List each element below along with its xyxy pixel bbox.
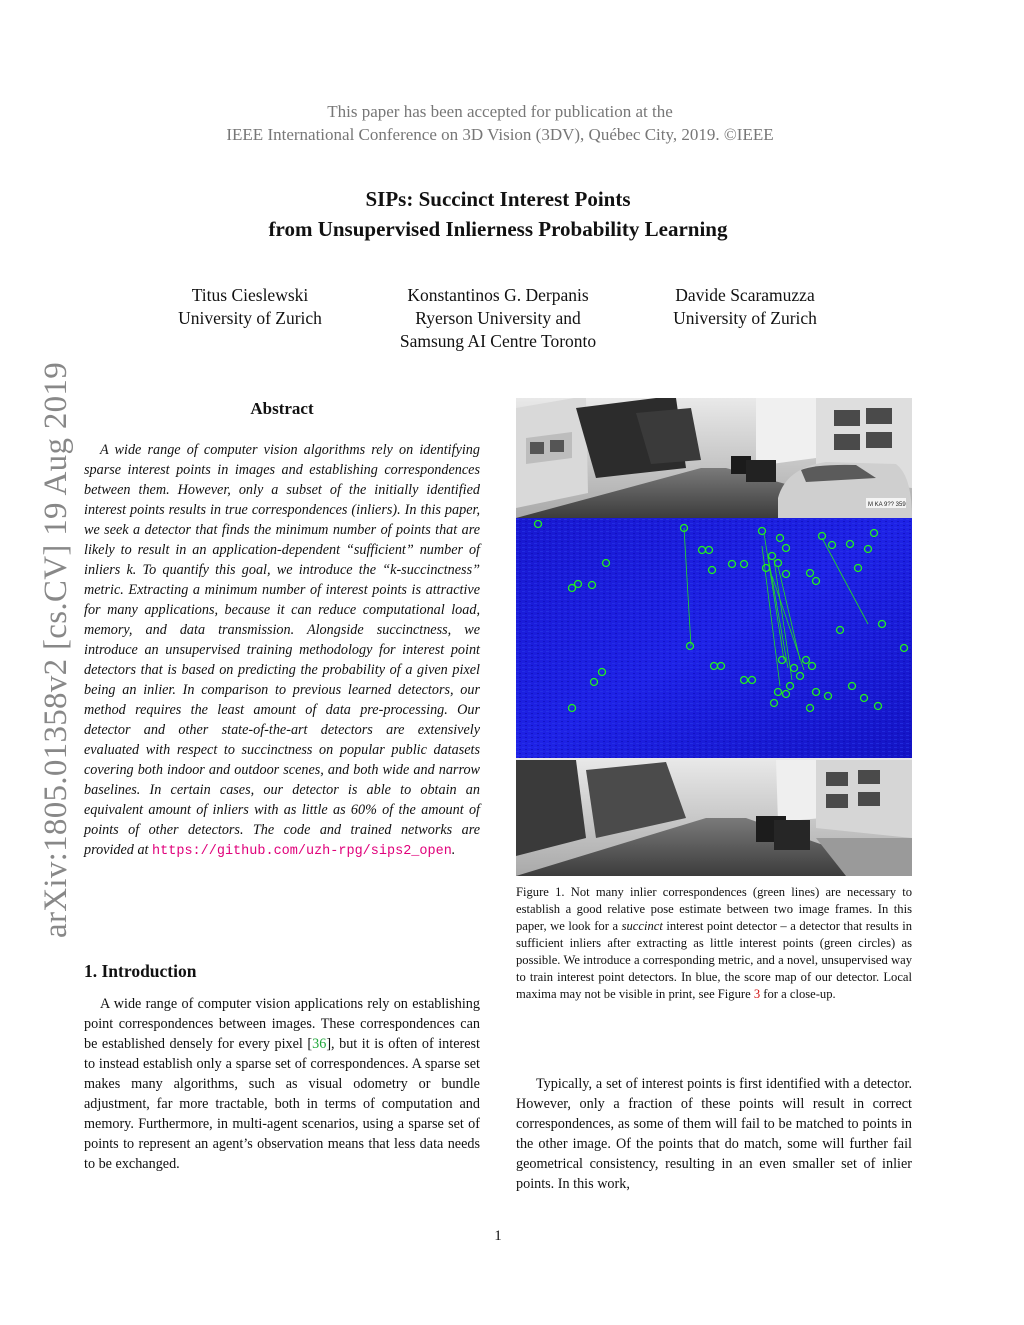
figure-1-graphic: [516, 398, 912, 876]
author-affiliation: University of Zurich: [178, 308, 322, 328]
page-number: 1: [494, 1228, 502, 1244]
right-column-paragraph: [516, 1074, 912, 1194]
abstract-end: .: [451, 842, 456, 858]
intro-paragraph: [84, 994, 480, 1174]
right-column-text: Typically, a set of interest points is first identified with a detector. However, only a fraction of these points will result in correct correspondences, as some of them will fail to be matched to points in the other image. Of the points that do match, some will further fail geometrical consistency, resulting in an even smaller set of inlier points. In this work,: [516, 1076, 912, 1192]
publication-notice-line2: IEEE International Conference on 3D Vision (3DV), Québec City, 2019. ©IEEE: [226, 125, 774, 144]
bottom-camera-image: [516, 758, 912, 876]
arxiv-identifier: arXiv:1805.01358v2 [cs.CV] 19 Aug 2019: [38, 361, 74, 938]
caption-text-a: Figure 1. Not many inlier correspondences (green lines) are necessary to establish a good relative pose estimate between two image frames. In this paper, we look for a: [516, 885, 912, 933]
abstract-body: [84, 440, 480, 862]
citation-link[interactable]: 36: [312, 1036, 327, 1052]
author-name: Konstantinos G. Derpanis: [407, 285, 589, 305]
intro-text-b: ], but it is often of interest to instead establish only a sparse set of correspondences. A sparse set makes many algorithms, such as visual odometry or bundle adjustment, far more tractable, both in terms of computation and memory. Furthermore, in multi-agent scenarios, using a sparse set of points to represent an agent’s observation means that less data needs to be exchanged.: [84, 1036, 480, 1172]
caption-text-b: interest point detector – a detector that results in sufficient inliers after extracting as little interest points (green circles) as possible. We introduce a corresponding metric, and a novel, unsupervised way to train interest point detectors. In blue, the score map of our detector. Local maxima may not be visible in print, see Figure: [516, 919, 913, 1001]
figure-1: [516, 398, 912, 876]
intro-text-a: A wide range of computer vision applications rely on establishing point correspondences between images. These correspondences can be established densely for every pixel [: [84, 996, 480, 1052]
figure-reference-link[interactable]: 3: [753, 987, 761, 1001]
author-block-3: [640, 284, 850, 330]
license-plate-text: M KA 9?? 359: [868, 502, 906, 508]
paper-title-line2: from Unsupervised Inlierness Probability Learning: [268, 217, 728, 241]
publication-notice-line1: This paper has been accepted for publication at the: [327, 102, 673, 121]
score-map: [516, 518, 912, 758]
abstract-text: A wide range of computer vision algorithms rely on identifying sparse interest points in images and establishing correspondences between them. However, only a subset of the initially identified interest points results in true correspondences (inliers). In this paper, we seek a detector that finds the minimum number of points that are likely to result in an application-dependent “sufficient” number of inliers k. To quantify this goal, we introduce the “k-succinctness” metric. Extracting a minimum number of interest points is attractive for many applications, because it can reduce computational load, memory, and data transmission. Alongside succinctness, we introduce an unsupervised training methodology for interest point detectors that is based on predicting the probability of a given pixel being an inlier. In comparison to previous learned detectors, our method requires the least amount of data pre-processing. Our detector and other state-of-the-art detectors are extensively evaluated with respect to succinctness on popular public datasets covering both indoor and outdoor scenes, and both wide and narrow baselines. In certain cases, our detector is able to obtain an equivalent amount of inliers with as little as 60% of the amount of points of other detectors. The code and trained networks are provided at: [84, 442, 480, 858]
author-name: Titus Cieslewski: [191, 285, 309, 305]
author-block-1: [150, 284, 350, 330]
author-name: Davide Scaramuzza: [675, 285, 815, 305]
figure-1-caption: [516, 884, 912, 1003]
author-affiliation: University of Zurich: [673, 308, 817, 328]
paper-title-line1: SIPs: Succinct Interest Points: [365, 187, 631, 211]
code-url-link[interactable]: https://github.com/uzh-rpg/sips2_open: [152, 844, 452, 859]
section-heading-introduction: 1. Introduction: [84, 961, 197, 981]
abstract-heading: Abstract: [250, 399, 314, 418]
caption-text-c: for a close-up.: [760, 987, 836, 1001]
author-affiliation-2: Samsung AI Centre Toronto: [399, 331, 597, 351]
top-camera-image: [516, 398, 912, 518]
author-affiliation: Ryerson University and: [415, 308, 581, 328]
author-block-2: [368, 284, 628, 353]
caption-emphasis: succinct: [621, 919, 663, 933]
